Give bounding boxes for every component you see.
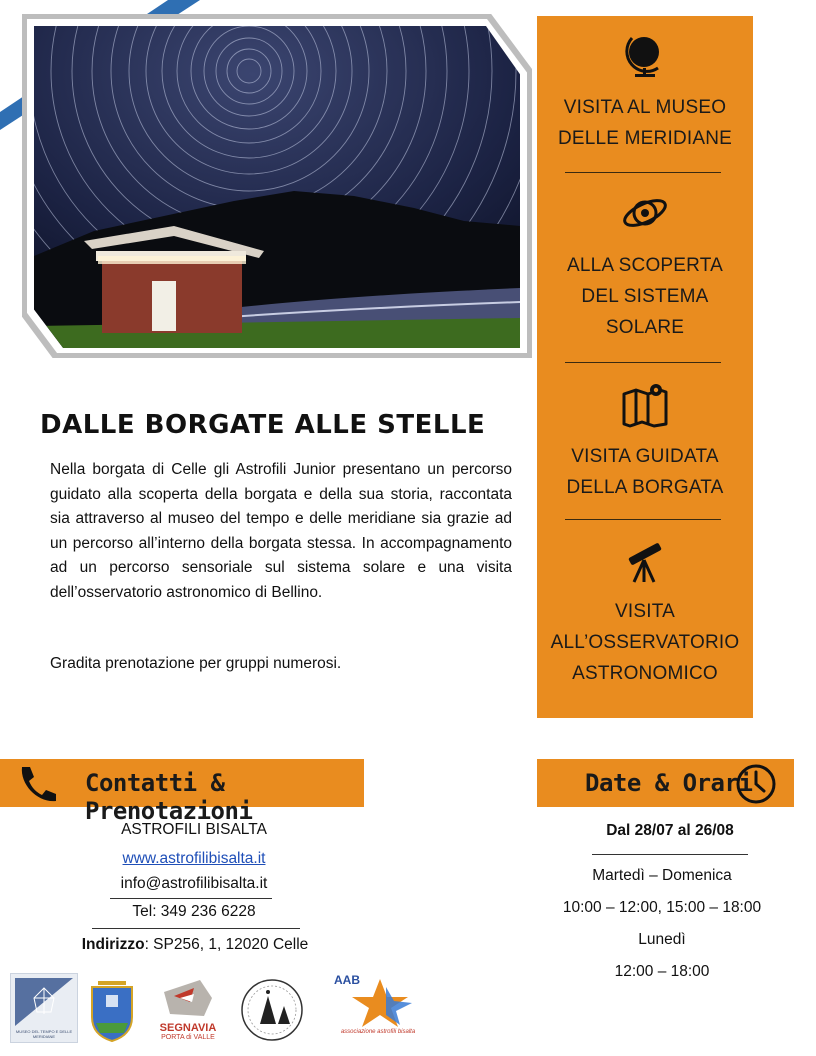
address xyxy=(60,936,330,954)
website-link[interactable]: www.astrofilibisalta.it xyxy=(122,850,266,867)
divider xyxy=(565,362,721,363)
aab-logo xyxy=(330,973,422,1043)
telescope-icon xyxy=(620,536,670,586)
divider xyxy=(592,854,748,855)
phone-number: Tel: 349 236 6228 xyxy=(132,903,256,920)
segnavia-logo xyxy=(150,978,226,1042)
dates-header-bar xyxy=(537,759,794,807)
segnavia-logo-mark xyxy=(150,978,226,1018)
planet-icon xyxy=(620,188,670,238)
booking-note: Gradita prenotazione per gruppi numerosi. xyxy=(50,655,342,672)
divider xyxy=(110,898,272,899)
activity-observatory xyxy=(537,596,753,689)
aab-text: AAB xyxy=(334,973,360,987)
activity-solar-system xyxy=(537,250,753,343)
email-text: info@astrofilibisalta.it xyxy=(120,875,268,892)
activity-line: DELLE MERIDIANE xyxy=(557,128,733,149)
activities-column xyxy=(537,16,753,718)
aab-subtext: associazione astrofili bisalta xyxy=(340,1029,416,1035)
hero-photo xyxy=(34,26,520,348)
activity-line: VISITA xyxy=(615,601,675,622)
monday-hours: 12:00 – 18:00 xyxy=(614,963,710,980)
divider xyxy=(92,928,300,929)
contacts-header: Contatti & Prenotazioni xyxy=(85,769,253,825)
divider xyxy=(565,519,721,520)
page-title: DALLE BORGATE ALLE STELLE xyxy=(40,410,486,440)
contacts-header-bar xyxy=(0,759,364,825)
phone-icon xyxy=(16,763,60,803)
activity-line: ALL’OSSERVATORIO xyxy=(550,632,740,653)
activity-museum xyxy=(537,92,753,154)
map-icon xyxy=(620,380,670,430)
activity-line: VISITA GUIDATA xyxy=(571,446,719,467)
monday-label: Lunedì xyxy=(638,931,686,948)
org-name: ASTROFILI BISALTA xyxy=(121,821,267,838)
opening-hours: 10:00 – 12:00, 15:00 – 18:00 xyxy=(562,899,762,916)
address-value: : SP256, 1, 12020 Celle xyxy=(144,936,309,953)
astrofili-junior-logo xyxy=(238,976,306,1044)
museo-logo-text: MUSEO DEL TEMPO E DELLE MERIDIANE xyxy=(15,1029,73,1039)
clock-icon xyxy=(735,763,777,805)
town-crest-logo xyxy=(86,977,138,1045)
globe-icon xyxy=(620,30,670,80)
dates-header: Date & Orari xyxy=(585,769,753,797)
opening-days: Martedì – Domenica xyxy=(592,867,732,884)
activity-line: VISITA AL MUSEO xyxy=(563,97,727,118)
activity-guided-visit xyxy=(537,441,753,503)
activity-line: ALLA SCOPERTA xyxy=(566,255,724,276)
activity-line: DEL SISTEMA xyxy=(581,286,709,307)
date-range: Dal 28/07 al 26/08 xyxy=(606,822,734,839)
star-trails-image xyxy=(34,26,520,348)
museo-logo-mark xyxy=(11,974,77,1030)
activity-line: ASTRONOMICO xyxy=(572,663,718,684)
activity-line: SOLARE xyxy=(605,317,685,338)
segnavia-subtext: PORTA di VALLE xyxy=(161,1034,215,1041)
divider xyxy=(565,172,721,173)
segnavia-text: SEGNAVIA xyxy=(159,1022,217,1034)
museo-logo xyxy=(10,973,78,1043)
description-text: Nella borgata di Celle gli Astrofili Junior presentano un percorso guidato alla scoperta della borgata e della sua storia, raccontata sia attraverso al museo del tempo e delle meridiane sia grazie ad un percorso all’interno della borgata stessa. In accompagnamento ad un percorso sensoriale sul sistema solare e una visita dell’osservatorio astronomico di Bellino. xyxy=(50,461,512,601)
address-label: Indirizzo xyxy=(81,936,145,953)
activity-line: DELLA BORGATA xyxy=(566,477,724,498)
